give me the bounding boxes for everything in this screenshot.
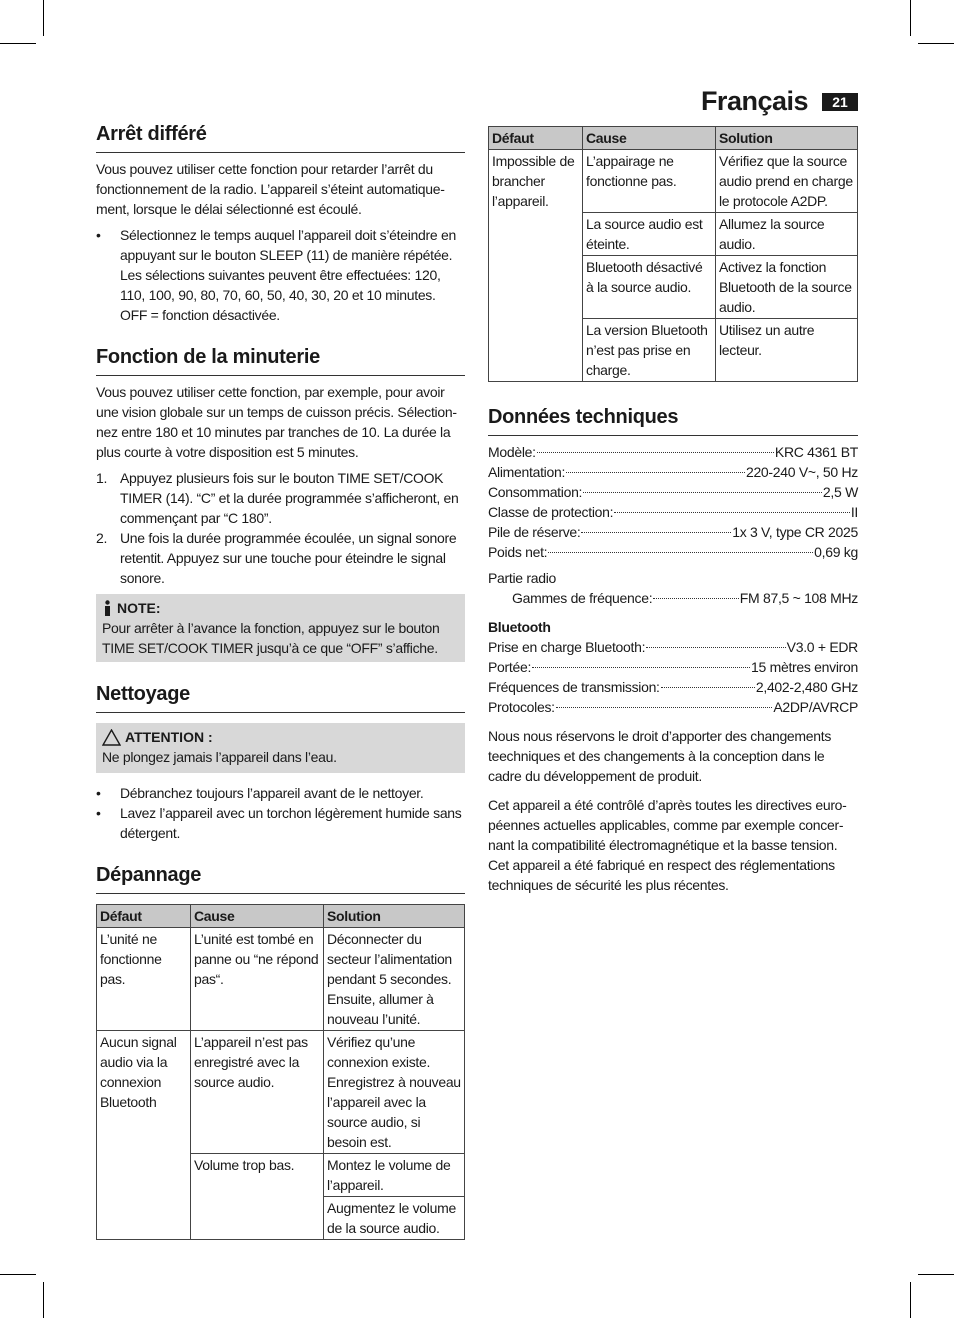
- troubleshooting-section: [96, 864, 465, 1240]
- timer-section: [96, 346, 465, 662]
- column-header: Défaut: [489, 127, 583, 150]
- spec-value: KRC 4361 BT: [774, 444, 858, 460]
- crop-mark: [43, 1282, 44, 1318]
- sleep-bullets: [96, 225, 465, 325]
- crop-mark: [910, 1282, 911, 1318]
- spec-row: [488, 542, 858, 562]
- table-row: [97, 1031, 465, 1154]
- leader-dots: [661, 687, 755, 688]
- cause-cell: La version Bluetooth n’est pas prise en charge.: [583, 319, 716, 382]
- section-title: Données techniques: [488, 406, 858, 436]
- column-header: Défaut: [97, 905, 191, 928]
- info-icon: [102, 600, 113, 616]
- spec-value: II: [850, 504, 858, 520]
- cause-cell: La source audio est éteinte.: [583, 213, 716, 256]
- warning-box: [96, 723, 465, 773]
- spec-value: FM 87,5 ~ 108 MHz: [739, 590, 858, 606]
- spec-row: [488, 442, 858, 462]
- list-item-text: Sélectionnez le temps auquel l’appareil doit s’éteindre en appuyant sur le bouton SLEEP (11) de manière répétée. Les sélections suivantes peuvent être effectuées: 120, 110, 100, 90, 80, 70, 60, 50, 40, 30, 20 et 10 minutes. OFF = fonction désactivée.: [120, 227, 456, 323]
- specs-list: [488, 442, 858, 562]
- note-text: Pour arrêter à l’avance la fonction, appuyez sur le bouton TIME SET/COOK TIMER jusqu’à ce que “OFF” s’affiche.: [102, 620, 440, 656]
- spec-row: [488, 657, 858, 677]
- leader-dots: [532, 667, 750, 668]
- left-column: [96, 120, 465, 1240]
- leader-dots: [581, 532, 731, 533]
- table-header-row: [489, 127, 858, 150]
- spec-row: [488, 482, 858, 502]
- bullet-icon: •: [96, 805, 101, 821]
- sleep-section: [96, 123, 465, 325]
- solution-cell: Vérifiez qu’une connexion existe. Enregistrez à nouveau l’appareil avec la source audio, si besoin est.: [324, 1031, 465, 1154]
- section-title: Dépannage: [96, 864, 465, 894]
- spec-label: Portée:: [488, 659, 532, 675]
- page-number: 21: [822, 93, 858, 111]
- table-row: [489, 150, 858, 213]
- fault-cell: Aucun signal audio via la connexion Bluetooth: [97, 1031, 191, 1240]
- spec-row: [488, 462, 858, 482]
- list-item: [96, 225, 465, 325]
- spec-row: [488, 588, 858, 608]
- cause-cell: L’appareil n’est pas enregistré avec la source audio.: [191, 1031, 324, 1154]
- timer-steps: [96, 468, 465, 588]
- spec-label: Poids net:: [488, 544, 548, 560]
- timer-intro: Vous pouvez utiliser cette fonction, par exemple, pour avoir une vision globale sur un temps de cuisson précis. Sélection-nez entre 180 et 10 minutes par tranches de 10. La durée la plus courte à votre disposition est 5 minutes.: [96, 384, 457, 460]
- spec-row: [488, 637, 858, 657]
- spec-row: [488, 677, 858, 697]
- column-header: Solution: [324, 905, 465, 928]
- troubleshooting-table-continued: [488, 126, 858, 382]
- warning-text: Ne plongez jamais l’appareil dans l’eau.: [102, 749, 337, 765]
- list-item: [96, 803, 465, 843]
- language-heading: Français: [700, 86, 808, 116]
- bullet-icon: •: [96, 227, 101, 243]
- list-item: [96, 528, 465, 588]
- warning-title: ATTENTION :: [125, 729, 213, 745]
- step-number: 1.: [96, 470, 108, 486]
- crop-mark: [918, 1274, 954, 1275]
- troubleshooting-table: [96, 904, 465, 1240]
- crop-mark: [43, 0, 44, 36]
- column-header: Cause: [191, 905, 324, 928]
- bluetooth-label: Bluetooth: [488, 619, 551, 635]
- spec-value: 0,69 kg: [814, 544, 858, 560]
- sleep-intro: Vous pouvez utiliser cette fonction pour retarder l’arrêt du fonctionnement de la radio. L’appareil s’éteint automatique-ment, lorsque le délai sélectionné est écoulé.: [96, 161, 445, 217]
- solution-cell: Montez le volume de l’appareil.: [324, 1154, 465, 1197]
- section-title: Nettoyage: [96, 683, 465, 713]
- cleaning-section: [96, 683, 465, 843]
- spec-row: [488, 502, 858, 522]
- spec-value: V3.0 + EDR: [786, 639, 858, 655]
- spec-label: Modèle:: [488, 444, 536, 460]
- warning-icon: [102, 729, 121, 746]
- leader-dots: [583, 492, 822, 493]
- compliance-paragraph: Cet appareil a été contrôlé d’après toutes les directives euro-péennes actuelles applicables, comme par exemple concer-nant la compatibilité électromagnétique et la basse tension. Cet appareil a été fabriqué en respect des réglementations techniques de sécurité les plus récentes.: [488, 797, 847, 893]
- cause-cell: L’appairage ne fonctionne pas.: [583, 150, 716, 213]
- solution-cell: Utilisez un autre lecteur.: [716, 319, 858, 382]
- disclaimer-paragraph: Nous nous réservons le droit d’apporter des changements teechniques et des changements à la conception dans le cadre du développement de produit.: [488, 728, 832, 784]
- cause-cell: Volume trop bas.: [191, 1154, 324, 1240]
- section-title: Arrêt différé: [96, 123, 465, 153]
- list-item-text: Une fois la durée programmée écoulée, un signal sonore retentit. Appuyez sur une touche pour éteindre le signal sonore.: [120, 530, 457, 586]
- crop-mark: [0, 1274, 36, 1275]
- right-column: [488, 126, 858, 895]
- cause-cell: L’unité est tombé en panne ou “ne répond pas“.: [191, 928, 324, 1031]
- spec-label: Classe de protection:: [488, 504, 614, 520]
- spec-label: Gammes de fréquence:: [512, 590, 653, 606]
- solution-cell: Vérifiez que la source audio prend en charge le protocole A2DP.: [716, 150, 858, 213]
- spec-value: 15 mètres environ: [751, 659, 858, 675]
- spec-value: 2,5 W: [822, 484, 858, 500]
- solution-cell: Augmentez le volume de la source audio.: [324, 1197, 465, 1240]
- fault-cell: Impossible de brancher l’appareil.: [489, 150, 583, 382]
- leader-dots: [566, 472, 745, 473]
- spec-value: 2,402-2,480 GHz: [755, 679, 858, 695]
- column-header: Cause: [583, 127, 716, 150]
- leader-dots: [556, 707, 773, 708]
- solution-cell: Allumez la source audio.: [716, 213, 858, 256]
- table-header-row: [97, 905, 465, 928]
- crop-mark: [0, 43, 36, 44]
- spec-value: 1x 3 V, type CR 2025: [732, 524, 858, 540]
- spec-label: Prise en charge Bluetooth:: [488, 639, 646, 655]
- cleaning-bullets: [96, 783, 465, 843]
- spec-label: Protocoles:: [488, 699, 555, 715]
- step-number: 2.: [96, 530, 108, 546]
- radio-label: Partie radio: [488, 570, 556, 586]
- spec-label: Pile de réserve:: [488, 524, 581, 540]
- crop-mark: [910, 0, 911, 36]
- table-row: [97, 928, 465, 1031]
- solution-cell: Déconnecter du secteur l’alimentation pendant 5 secondes. Ensuite, allumer à nouveau l’unité.: [324, 928, 465, 1031]
- section-title: Fonction de la minuterie: [96, 346, 465, 376]
- fault-cell: L’unité ne fonctionne pas.: [97, 928, 191, 1031]
- leader-dots: [653, 598, 738, 599]
- bullet-icon: •: [96, 785, 101, 801]
- spec-value: A2DP/AVRCP: [773, 699, 858, 715]
- spec-row: [488, 522, 858, 542]
- leader-dots: [614, 512, 850, 513]
- spec-row: [488, 697, 858, 717]
- specs-section: [488, 406, 858, 895]
- spec-label: Fréquences de transmission:: [488, 679, 660, 695]
- note-title: NOTE:: [117, 600, 161, 616]
- leader-dots: [548, 552, 813, 553]
- list-item-text: Appuyez plusieurs fois sur le bouton TIME SET/COOK TIMER (14). “C” et la durée programmée s’afficheront, en commençant par “C 180”.: [120, 470, 459, 526]
- leader-dots: [537, 452, 774, 453]
- list-item: [96, 468, 465, 528]
- note-box: [96, 594, 465, 662]
- spec-label: Alimentation:: [488, 464, 566, 480]
- crop-mark: [918, 43, 954, 44]
- spec-label: Consommation:: [488, 484, 583, 500]
- list-item: [96, 783, 465, 803]
- leader-dots: [646, 647, 785, 648]
- spec-value: 220-240 V~, 50 Hz: [745, 464, 858, 480]
- cause-cell: Bluetooth désactivé à la source audio.: [583, 256, 716, 319]
- list-item-text: Débranchez toujours l’appareil avant de le nettoyer.: [120, 785, 424, 801]
- solution-cell: Activez la fonction Bluetooth de la source audio.: [716, 256, 858, 319]
- list-item-text: Lavez l’appareil avec un torchon légèrement humide sans détergent.: [120, 805, 462, 841]
- column-header: Solution: [716, 127, 858, 150]
